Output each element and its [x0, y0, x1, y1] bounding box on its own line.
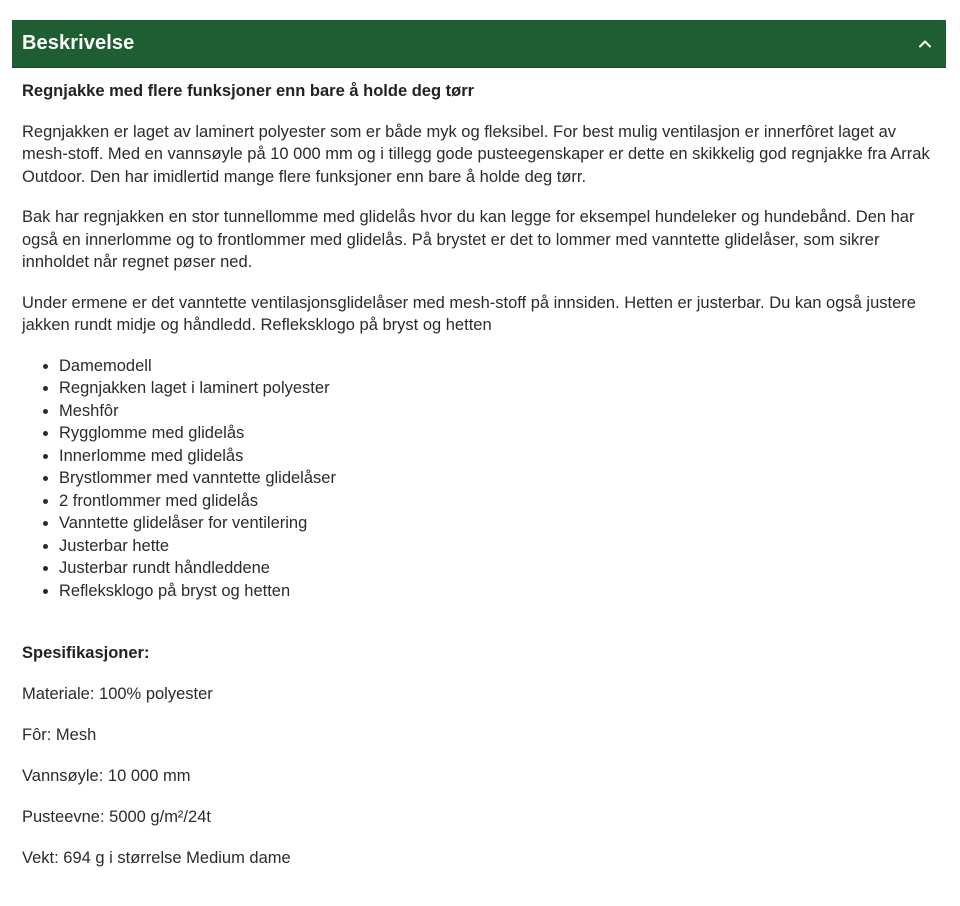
- feature-list: [22, 355, 936, 603]
- description-content: [12, 80, 946, 870]
- accordion-title: Beskrivelse: [22, 32, 135, 54]
- feature-item: • Meshfôr: [59, 400, 936, 423]
- feature-item: • Rygglomme med glidelås: [59, 422, 936, 445]
- description-accordion: [12, 20, 946, 870]
- specifications-title: Spesifikasjoner:: [22, 644, 150, 662]
- feature-item: • Refleksklogo på bryst og hetten: [59, 580, 936, 603]
- description-paragraph: Bak har regnjakken en stor tunnellomme med glidelås hvor du kan legge for eksempel hundeleker og hundebånd. Den har også en innerlomme og to frontlommer med glidelås. På brystet er det to lommer med vanntette glidelåser, som sikrer innholdet når regnet pøser ned.: [22, 208, 915, 271]
- accordion-header[interactable]: [12, 20, 946, 68]
- spec-lining: Fôr: Mesh: [22, 726, 97, 744]
- description-paragraph: Under ermene er det vanntette ventilasjonsglidelåser med mesh-stoff på innsiden. Hetten er justerbar. Du kan også justere jakken rundt midje og håndledd. Refleksklogo på bryst og hetten: [22, 293, 916, 334]
- feature-item: • Regnjakken laget i laminert polyester: [59, 377, 936, 400]
- feature-item: • Damemodell: [59, 355, 936, 378]
- chevron-up-icon[interactable]: [916, 35, 934, 53]
- feature-item: • Innerlomme med glidelås: [59, 445, 936, 468]
- spec-material: Materiale: 100% polyester: [22, 685, 213, 703]
- spec-water-column: Vannsøyle: 10 000 mm: [22, 767, 191, 785]
- feature-item: • Vanntette glidelåser for ventilering: [59, 512, 936, 535]
- feature-item: • 2 frontlommer med glidelås: [59, 490, 936, 513]
- description-paragraph: Regnjakken er laget av laminert polyester som er både myk og fleksibel. For best mulig ventilasjon er innerfôret laget av mesh-stoff. Med en vannsøyle på 10 000 mm og i tillegg gode pusteegenskaper er dette en skikkelig god regnjakke fra Arrak Outdoor. Den har imidlertid mange flere funksjoner enn bare å holde deg tørr.: [22, 122, 930, 186]
- feature-item: • Brystlommer med vanntette glidelåser: [59, 467, 936, 490]
- feature-item: • Justerbar hette: [59, 535, 936, 558]
- spec-breathability: Pusteevne: 5000 g/m²/24t: [22, 808, 211, 826]
- feature-item: • Justerbar rundt håndleddene: [59, 557, 936, 580]
- spec-weight: Vekt: 694 g i størrelse Medium dame: [22, 849, 291, 867]
- description-heading: Regnjakke med flere funksjoner enn bare å holde deg tørr: [22, 82, 475, 100]
